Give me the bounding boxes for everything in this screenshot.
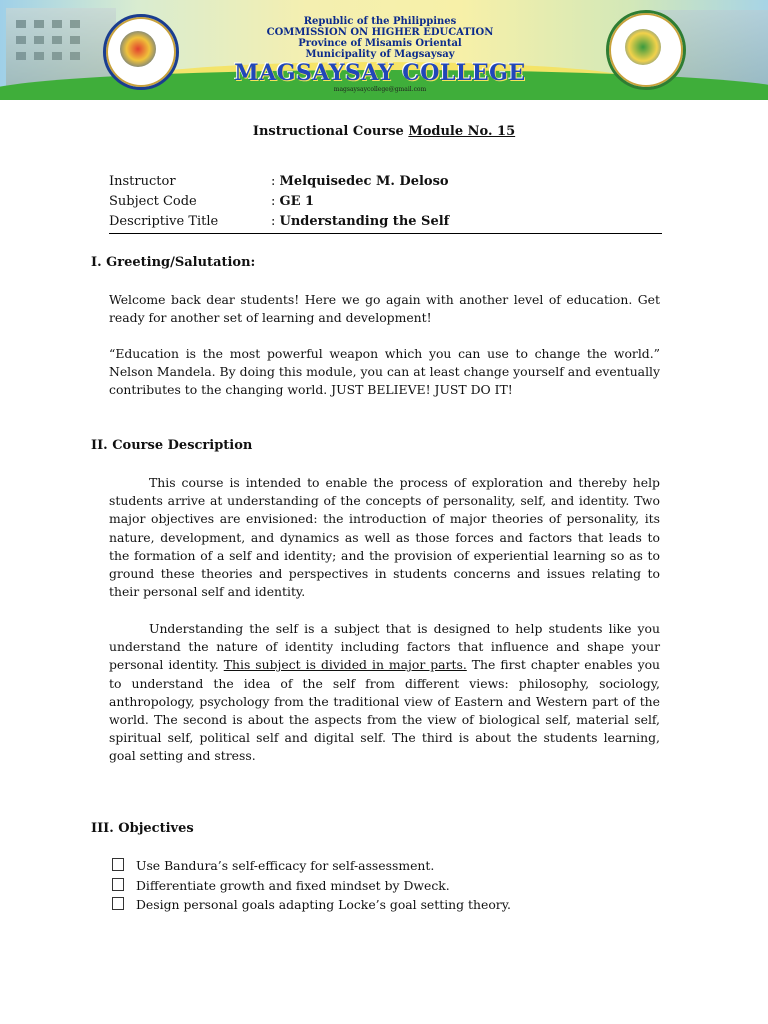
info-row-subject-code: Subject Code : GE 1 [109,193,662,213]
info-value: GE 1 [279,194,315,209]
section-greeting-heading: I. Greeting/Salutation: [91,255,256,270]
checkbox-icon [112,878,124,891]
section-objectives-heading: III. Objectives [91,821,194,836]
info-row-descriptive-title: Descriptive Title : Understanding the Self [109,213,662,233]
info-label: Instructor [109,174,176,189]
info-row-instructor: Instructor : Melquisedec M. Deloso [109,173,662,193]
college-email: magsaysaycollege@gmail.com [333,86,427,93]
objective-item [112,895,511,915]
campus-building-image [6,8,116,88]
banner-text [230,16,530,94]
module-title [0,124,768,139]
checkbox-icon [112,897,124,910]
objective-text: Design personal goals adapting Locke’s goal setting theory. [136,897,511,912]
course-description-text-1: This course is intended to enable the process of exploration and thereby help students arrive at understanding of the concepts of personality, self, and identity. Two major objectives are envisioned: the introduction of major theories of personality, its nature, development, and dynamics as well as those forces and factors that leads to the formation of a self and identity; and the provision of experiential learning so as to ground these theories and perspectives in students concerns and issues relating to their personal self and identity. [109,475,660,600]
objectives-list [112,856,511,915]
course-description-text-2a: Understanding the self is a subject that is designed to help students like you understand the nature of identity including factors that influence and shape your personal identity. [109,621,660,673]
banner-commission: COMMISSION ON HIGHER EDUCATION [266,27,494,38]
info-label: Descriptive Title [109,214,219,229]
greeting-paragraph-1: Welcome back dear students! Here we go again with another level of education. Get ready for another set of learning and development! [109,292,660,326]
course-info [109,173,662,233]
module-number: Module No. 15 [408,124,516,139]
greeting-paragraph-2: “Education is the most powerful weapon which you can use to change the world.” Nelson Mandela. By doing this module, you can at least change yourself and eventually contributes to the changing world. JUST BELIEVE! JUST DO IT! [109,346,660,398]
checkbox-icon [112,858,124,871]
info-label: Subject Code [109,194,197,209]
banner-municipality: Municipality of Magsaysay [305,49,455,60]
info-value: Understanding the Self [279,214,450,229]
banner-province: Province of Misamis Oriental [298,38,462,49]
course-description-text-2b: The first chapter enables you to understand the idea of the self from different views: philosophy, sociology, anthropology, psychology from the traditional view of Eastern and Western part of the world. The second is about the aspects from the view of biological self, material self, spiritual self, political self and digital self. The third is about the students learning, goal setting and stress. [109,657,661,764]
header-banner [0,0,768,100]
course-description-paragraph-2 [109,620,660,766]
objective-text: Differentiate growth and fixed mindset by Dweck. [136,877,450,893]
banner-republic: Republic of the Philippines [303,16,457,27]
module-title-prefix: Instructional Course [252,124,409,139]
section-course-description-heading: II. Course Description [91,438,253,453]
college-name: MAGSAYSAY COLLEGE [234,60,526,86]
course-description-underlined: This subject is divided in major parts. [223,657,467,673]
objective-item [112,856,511,876]
objective-text: Use Bandura’s self-efficacy for self-assessment. [136,858,435,873]
college-seal-logo [606,10,686,90]
course-description-paragraph-1 [109,474,660,601]
info-value: Melquisedec M. Deloso [279,174,449,189]
info-divider [109,233,662,234]
municipal-seal-logo [103,14,179,90]
objective-item [112,876,511,896]
